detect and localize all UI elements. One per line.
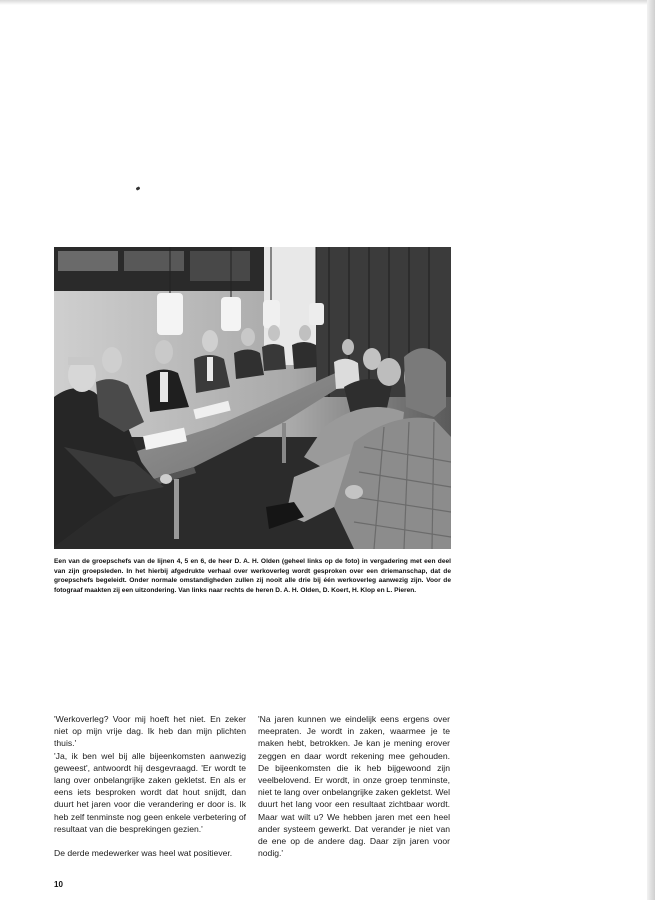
page-number: 10 [54,880,63,889]
page-top-shadow [0,0,655,5]
print-speck [136,186,141,191]
meeting-photo [54,247,451,549]
article-column-right [258,713,450,859]
article-paragraph: 'Werkoverleg? Voor mij hoeft het niet. En zeker niet op mijn vrije dag. Ik heb dan mijn plichten thuis.' [54,714,246,749]
article-column-left [54,713,246,859]
article-paragraph: De derde medewerker was heel wat positiever. [54,848,233,859]
article-paragraph: 'Ja, ik ben wel bij alle bijeenkomsten aanwezig geweest', antwoordt hij desgevraagd. 'Er wordt te lang over onbelangrijke zaken gekletst. En als er eens iets besproken wordt dat hout snijdt, dan duurt het jaren voor die verandering er door is. Ik heb zelf tenminste nog geen enkele verbetering of resultaat van die besprekingen gezien.' [54,750,246,834]
article-paragraph: 'Na jaren kunnen we eindelijk eens ergens over meepraten. Je wordt in zaken, waarmee je te maken hebt, betrokken. Je kan je mening erover zeggen en daar wordt rekening mee gehouden. De bijeenkomsten die ik heb bijgewoond zijn veelbelovend. Er wordt, in onze groep tenminste, niet te lang over onbelangrijke zaken gekletst. Wel duurt het lang voor een resultaat zichtbaar wordt. Maar wat wilt u? We hebben jaren met een heel ander systeem gewerkt. Dat verander je niet van de ene op de andere dag. Daar zijn jaren voor nodig.' [258,714,450,859]
photo-caption: Een van de groepschefs van de lijnen 4, 5 en 6, de heer D. A. H. Olden (geheel links op de foto) in vergadering met een deel van zijn groepsleden. In het hierbij afgedrukte verhaal over werkoverleg wordt gesproken over een driemanschap, dat de groepschefs begeleidt. Onder normale omstandigheden zullen zij nooit alle drie bij één werkoverleg aanwezig zijn. Voor de fotograaf maakten zij een uitzondering. Van links naar rechts de heren D. A. H. Olden, D. Koert, H. Klop en L. Pieren. [54,558,451,594]
page-edge-shadow [647,0,655,900]
